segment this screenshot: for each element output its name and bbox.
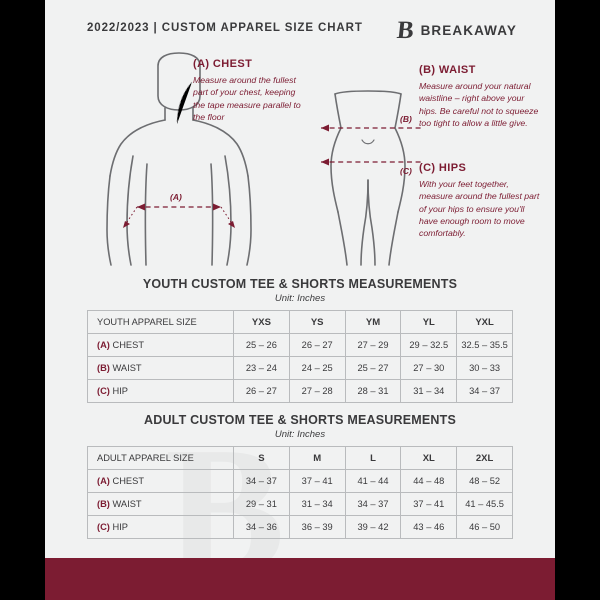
page-title: 2022/2023 | CUSTOM APPAREL SIZE CHART bbox=[87, 22, 363, 34]
measurement-diagram bbox=[45, 52, 555, 267]
table-row bbox=[88, 357, 513, 380]
youth-row-1-label bbox=[88, 357, 234, 380]
hips-note-body: With your feet together, measure around the fullest part of your hips to ensure you'll have enough room to move comfortably. bbox=[419, 179, 540, 239]
youth-cell-1-1: 24 – 25 bbox=[289, 357, 345, 380]
youth-cell-2-2: 28 – 31 bbox=[345, 380, 401, 403]
adult-cell-1-1: 31 – 34 bbox=[289, 493, 345, 516]
youth-cell-1-2: 25 – 27 bbox=[345, 357, 401, 380]
waist-note-body: Measure around your natural waistline – right above your hips. Be careful not to squeeze too tight to allow a little give. bbox=[419, 81, 539, 129]
waist-note bbox=[419, 64, 539, 129]
footer-bar bbox=[45, 558, 555, 600]
youth-cell-0-0: 25 – 26 bbox=[234, 334, 290, 357]
adult-cell-0-4: 48 – 52 bbox=[457, 470, 513, 493]
adult-col-1: M bbox=[289, 447, 345, 470]
adult-cell-1-4: 41 – 45.5 bbox=[457, 493, 513, 516]
waist-note-title: (B) WAIST bbox=[419, 64, 476, 76]
adult-cell-0-1: 37 – 41 bbox=[289, 470, 345, 493]
adult-row-0-name: CHEST bbox=[112, 476, 145, 486]
youth-size-table bbox=[87, 310, 513, 403]
adult-cell-1-2: 34 – 37 bbox=[345, 493, 401, 516]
hips-note bbox=[419, 162, 541, 240]
adult-section-title: ADULT CUSTOM TEE & SHORTS MEASUREMENTS bbox=[143, 413, 456, 427]
chest-note-body: Measure around the fullest part of your chest, keeping the tape measure parallel to the floor bbox=[193, 75, 301, 123]
youth-cell-0-3: 29 – 32.5 bbox=[401, 334, 457, 357]
size-chart-page bbox=[45, 0, 555, 600]
adult-col-3: XL bbox=[401, 447, 457, 470]
adult-col-4: 2XL bbox=[457, 447, 513, 470]
brand-logo bbox=[397, 18, 517, 43]
adult-row-2-tag: (C) bbox=[97, 522, 113, 532]
youth-row-0-name: CHEST bbox=[112, 340, 145, 350]
youth-col-0: YXS bbox=[234, 311, 290, 334]
adult-row-2-label bbox=[88, 516, 234, 539]
table-row bbox=[88, 380, 513, 403]
waist-marker-label: (B) bbox=[400, 114, 412, 124]
table-row bbox=[88, 470, 513, 493]
adult-cell-2-0: 34 – 36 bbox=[234, 516, 290, 539]
youth-col-4: YXL bbox=[457, 311, 513, 334]
youth-cell-2-1: 27 – 28 bbox=[289, 380, 345, 403]
youth-row-header: YOUTH APPAREL SIZE bbox=[88, 311, 234, 334]
adult-cell-2-4: 46 – 50 bbox=[457, 516, 513, 539]
youth-cell-2-3: 31 – 34 bbox=[401, 380, 457, 403]
adult-cell-0-0: 34 – 37 bbox=[234, 470, 290, 493]
adult-row-header: ADULT APPAREL SIZE bbox=[88, 447, 234, 470]
adult-cell-0-3: 44 – 48 bbox=[401, 470, 457, 493]
youth-cell-2-0: 26 – 27 bbox=[234, 380, 290, 403]
youth-section-title: YOUTH CUSTOM TEE & SHORTS MEASUREMENTS bbox=[142, 277, 458, 291]
table-header-row bbox=[88, 447, 513, 470]
youth-col-2: YM bbox=[345, 311, 401, 334]
youth-cell-0-4: 32.5 – 35.5 bbox=[457, 334, 513, 357]
adult-col-2: L bbox=[345, 447, 401, 470]
chest-note-title: (A) CHEST bbox=[193, 58, 253, 70]
youth-cell-1-4: 30 – 33 bbox=[457, 357, 513, 380]
chest-marker-label: (A) bbox=[170, 192, 182, 202]
adult-cell-2-2: 39 – 42 bbox=[345, 516, 401, 539]
adult-col-0: S bbox=[234, 447, 290, 470]
table-header-row bbox=[88, 311, 513, 334]
youth-col-1: YS bbox=[289, 311, 345, 334]
page-header bbox=[45, 18, 555, 48]
adult-row-1-label bbox=[88, 493, 234, 516]
table-row bbox=[88, 493, 513, 516]
youth-row-1-name: WAIST bbox=[112, 363, 142, 373]
youth-section-unit: Unit: Inches bbox=[274, 293, 326, 304]
youth-cell-0-1: 26 – 27 bbox=[289, 334, 345, 357]
adult-cell-0-2: 41 – 44 bbox=[345, 470, 401, 493]
table-row bbox=[88, 516, 513, 539]
adult-cell-1-0: 29 – 31 bbox=[234, 493, 290, 516]
youth-row-2-label bbox=[88, 380, 234, 403]
adult-row-0-label bbox=[88, 470, 234, 493]
table-row bbox=[88, 334, 513, 357]
youth-row-2-name: HIP bbox=[112, 386, 128, 396]
adult-row-1-tag: (B) bbox=[97, 499, 113, 509]
youth-cell-1-3: 27 – 30 bbox=[401, 357, 457, 380]
youth-cell-1-0: 23 – 24 bbox=[234, 357, 290, 380]
youth-row-1-tag: (B) bbox=[97, 363, 113, 373]
brand-mark-icon: B bbox=[395, 17, 415, 44]
adult-row-2-name: HIP bbox=[112, 522, 128, 532]
hips-marker-label: (C) bbox=[400, 166, 412, 176]
chest-note bbox=[193, 58, 305, 123]
adult-cell-2-1: 36 – 39 bbox=[289, 516, 345, 539]
adult-size-table bbox=[87, 446, 513, 539]
adult-section-unit: Unit: Inches bbox=[274, 429, 326, 440]
adult-cell-2-3: 43 – 46 bbox=[401, 516, 457, 539]
youth-cell-0-2: 27 – 29 bbox=[345, 334, 401, 357]
adult-cell-1-3: 37 – 41 bbox=[401, 493, 457, 516]
adult-row-0-tag: (A) bbox=[97, 476, 113, 486]
adult-row-1-name: WAIST bbox=[112, 499, 142, 509]
youth-col-3: YL bbox=[401, 311, 457, 334]
youth-cell-2-4: 34 – 37 bbox=[457, 380, 513, 403]
youth-row-0-tag: (A) bbox=[97, 340, 113, 350]
youth-row-2-tag: (C) bbox=[97, 386, 113, 396]
youth-row-0-label bbox=[88, 334, 234, 357]
brand-name: BREAKAWAY bbox=[420, 23, 517, 38]
hips-note-title: (C) HIPS bbox=[419, 162, 467, 174]
